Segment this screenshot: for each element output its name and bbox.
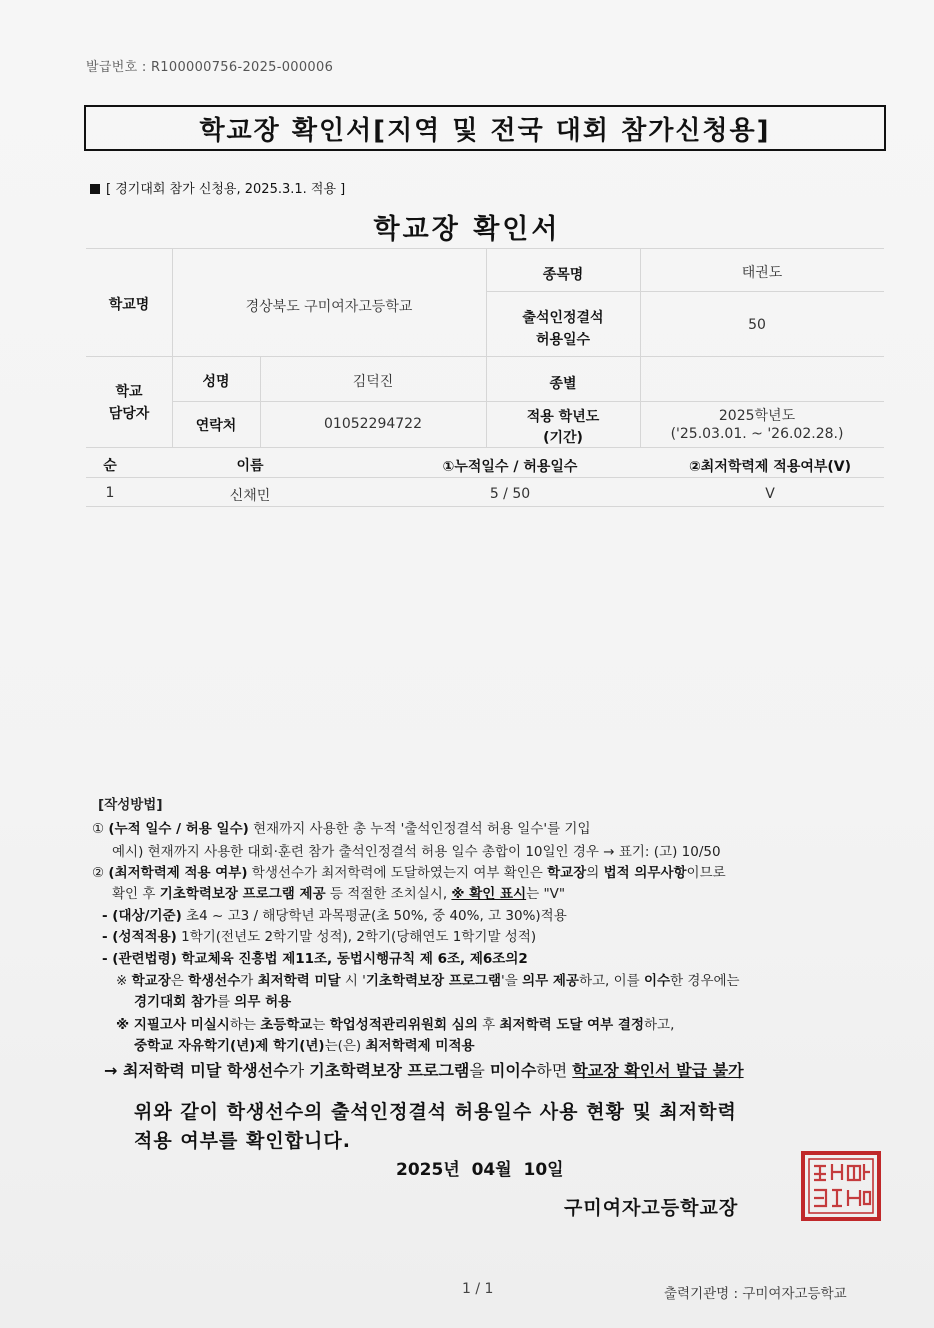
method-line-5: - (대상/기준) 초4 ~ 고3 / 해당학년 과목평균(초 50%, 중 40%, 고 30%)적용 (102, 908, 567, 924)
principal-name: 구미여자고등학교장 (564, 1197, 739, 1219)
notice-line: → 최저학력 미달 학생선수가 기초학력보장 프로그램을 미이수하면 학교장 확인서 발급 불가 (104, 1061, 744, 1080)
document-title: 학교장 확인서[지역 및 전국 대회 참가신청용] (199, 115, 771, 146)
year-label-1: 적용 학년도 (526, 409, 600, 425)
subtitle: 학교장 확인서 (373, 214, 561, 245)
year-value-2: ('25.03.01. ~ '26.02.28.) (670, 426, 844, 442)
black-square-icon (90, 184, 100, 194)
row-days: 5 / 50 (489, 486, 531, 502)
col-header-name: 이름 (236, 458, 264, 474)
row-no: 1 (105, 485, 115, 501)
col-header-check: ②최저학력제 적용여부(V) (688, 459, 852, 475)
year-label-2: (기간) (543, 430, 583, 446)
output-organization: 출력기관명 : 구미여자고등학교 (664, 1286, 847, 1302)
allow-value: 50 (748, 317, 766, 333)
method-line-10: ※ 지필고사 미실시하는 초등학교는 학업성적관리위원회 심의 후 최저학력 도달 여부 결정하고, (116, 1017, 675, 1033)
method-line-8: ※ 학교장은 학생선수가 최저학력 미달 시 '기초학력보장 프로그램'을 의무 제공하고, 이를 이수한 경우에는 (116, 973, 740, 989)
document-title-box (84, 105, 886, 151)
event-value: 태권도 (741, 265, 783, 281)
school-label: 학교명 (108, 297, 150, 313)
year-value-1: 2025학년도 (718, 408, 796, 424)
col-header-days: ①누적일수 / 허용일수 (442, 459, 578, 475)
name-value: 김덕진 (352, 374, 394, 390)
row-check: V (765, 486, 775, 502)
method-line-1: ① (누적 일수 / 허용 일수) 현재까지 사용한 총 누적 '출석인정결석 허용 일수'를 기입 (92, 821, 591, 837)
division-label: 종별 (549, 376, 577, 392)
issue-number: 발급번호 : R100000756-2025-000006 (86, 60, 334, 75)
school-value: 경상북도 구미여자고등학교 (245, 299, 413, 315)
method-line-4: 확인 후 기초학력보장 프로그램 제공 등 적절한 조치실시, ※ 확인 표시는 "V" (112, 886, 566, 902)
contact-value: 01052294722 (324, 416, 422, 432)
confirm-line-1: 위와 같이 학생선수의 출석인정결석 허용일수 사용 현황 및 최저학력 (134, 1101, 737, 1123)
method-line-9: 경기대회 참가를 의무 허용 (134, 994, 292, 1010)
method-line-7: - (관련법령) 학교체육 진흥법 제11조, 동법시행규칙 제 6조, 제6조의2 (102, 951, 528, 967)
method-heading: [작성방법] (98, 797, 163, 813)
staff-label-2: 담당자 (108, 406, 150, 422)
allow-label-1: 출석인정결석 (522, 310, 604, 326)
row-name: 신채민 (229, 488, 271, 504)
confirm-line-2: 적용 여부를 확인합니다. (134, 1130, 351, 1152)
official-seal-icon (800, 1150, 882, 1222)
contact-label: 연락처 (195, 418, 237, 434)
form-type-text: [ 경기대회 참가 신청용, 2025.3.1. 적용 ] (106, 182, 346, 197)
method-line-2: 예시) 현재까지 사용한 대회·훈련 참가 출석인정결석 허용 일수 총합이 10일인 경우 → 표기: (고) 10/50 (112, 844, 721, 860)
staff-label-1: 학교 (115, 384, 143, 400)
allow-label-2: 허용일수 (535, 332, 591, 348)
issue-date: 2025년 04월 10일 (396, 1160, 564, 1180)
method-line-3: ② (최저학력제 적용 여부) 학생선수가 최저학력에 도달하였는지 여부 확인은 학교장의 법적 의무사항이므로 (92, 865, 726, 881)
col-header-no: 순 (103, 458, 117, 474)
method-line-6: - (성적적용) 1학기(전년도 2학기말 성적), 2학기(당해연도 1학기말 성적) (102, 929, 537, 945)
event-label: 종목명 (542, 267, 584, 283)
form-type-line (90, 178, 345, 197)
method-line-11: 중학교 자유학기(년)제 학기(년)는(은) 최저학력제 미적용 (134, 1038, 475, 1054)
page-number: 1 / 1 (462, 1281, 494, 1297)
name-label: 성명 (202, 374, 230, 390)
